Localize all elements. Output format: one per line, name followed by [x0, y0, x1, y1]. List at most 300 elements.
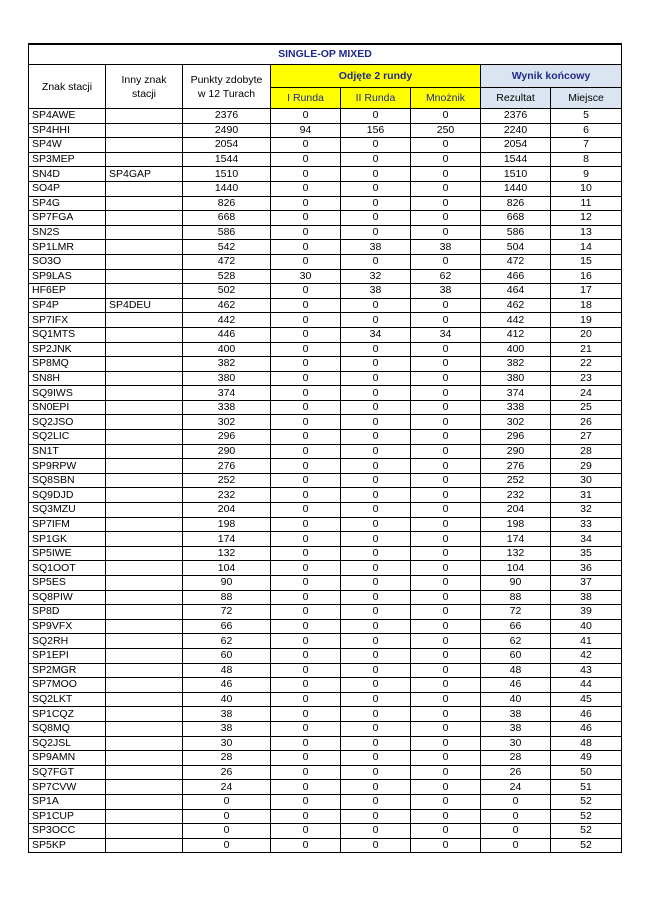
cell-ii-runda: 156 [341, 123, 411, 138]
cell-znak: SP7FGA [29, 211, 106, 226]
table-row [29, 167, 622, 182]
cell-znak: SN4D [29, 167, 106, 182]
cell-mnoznik: 0 [411, 342, 481, 357]
cell-rezultat: 26 [481, 765, 551, 780]
cell-mnoznik: 0 [411, 678, 481, 693]
cell-znak: SP5KP [29, 838, 106, 853]
cell-miejsce: 35 [551, 546, 622, 561]
cell-i-runda: 0 [271, 298, 341, 313]
cell-inny-znak [106, 707, 183, 722]
cell-znak: SQ2LIC [29, 430, 106, 445]
header-wynik-koncowy: Wynik końcowy [481, 65, 622, 88]
cell-i-runda: 0 [271, 678, 341, 693]
cell-i-runda: 0 [271, 327, 341, 342]
cell-ii-runda: 0 [341, 211, 411, 226]
cell-i-runda: 0 [271, 488, 341, 503]
cell-mnoznik: 0 [411, 765, 481, 780]
cell-mnoznik: 0 [411, 225, 481, 240]
cell-rezultat: 0 [481, 794, 551, 809]
cell-ii-runda: 0 [341, 590, 411, 605]
cell-miejsce: 28 [551, 444, 622, 459]
cell-ii-runda: 0 [341, 488, 411, 503]
cell-ii-runda: 0 [341, 692, 411, 707]
cell-miejsce: 26 [551, 415, 622, 430]
cell-rezultat: 104 [481, 561, 551, 576]
cell-punkty: 66 [183, 619, 271, 634]
cell-ii-runda: 0 [341, 371, 411, 386]
cell-punkty: 442 [183, 313, 271, 328]
cell-miejsce: 50 [551, 765, 622, 780]
cell-inny-znak [106, 342, 183, 357]
cell-punkty: 88 [183, 590, 271, 605]
cell-miejsce: 13 [551, 225, 622, 240]
table-row [29, 284, 622, 299]
cell-inny-znak [106, 692, 183, 707]
cell-i-runda: 0 [271, 225, 341, 240]
cell-ii-runda: 0 [341, 736, 411, 751]
cell-rezultat: 132 [481, 546, 551, 561]
cell-rezultat: 28 [481, 751, 551, 766]
cell-miejsce: 37 [551, 576, 622, 591]
table-row [29, 576, 622, 591]
table-row [29, 605, 622, 620]
cell-znak: SQ8MQ [29, 721, 106, 736]
cell-inny-znak [106, 663, 183, 678]
cell-rezultat: 90 [481, 576, 551, 591]
cell-miejsce: 38 [551, 590, 622, 605]
cell-i-runda: 0 [271, 794, 341, 809]
cell-rezultat: 2240 [481, 123, 551, 138]
cell-miejsce: 23 [551, 371, 622, 386]
cell-rezultat: 174 [481, 532, 551, 547]
cell-rezultat: 382 [481, 357, 551, 372]
cell-rezultat: 0 [481, 838, 551, 853]
cell-inny-znak [106, 576, 183, 591]
cell-punkty: 374 [183, 386, 271, 401]
cell-ii-runda: 0 [341, 298, 411, 313]
cell-znak: SQ9DJD [29, 488, 106, 503]
cell-inny-znak [106, 721, 183, 736]
cell-miejsce: 39 [551, 605, 622, 620]
cell-inny-znak [106, 313, 183, 328]
cell-mnoznik: 0 [411, 824, 481, 839]
cell-punkty: 296 [183, 430, 271, 445]
cell-ii-runda: 0 [341, 152, 411, 167]
cell-inny-znak [106, 648, 183, 663]
cell-znak: SP9AMN [29, 751, 106, 766]
cell-miejsce: 10 [551, 181, 622, 196]
cell-miejsce: 5 [551, 109, 622, 124]
cell-miejsce: 14 [551, 240, 622, 255]
cell-inny-znak [106, 634, 183, 649]
cell-miejsce: 11 [551, 196, 622, 211]
cell-ii-runda: 0 [341, 751, 411, 766]
table-row [29, 327, 622, 342]
cell-miejsce: 32 [551, 503, 622, 518]
cell-miejsce: 42 [551, 648, 622, 663]
cell-mnoznik: 0 [411, 517, 481, 532]
cell-mnoznik: 0 [411, 371, 481, 386]
table-row [29, 342, 622, 357]
cell-miejsce: 52 [551, 824, 622, 839]
cell-znak: SP4AWE [29, 109, 106, 124]
cell-punkty: 2490 [183, 123, 271, 138]
cell-rezultat: 462 [481, 298, 551, 313]
cell-inny-znak [106, 546, 183, 561]
cell-rezultat: 400 [481, 342, 551, 357]
cell-rezultat: 60 [481, 648, 551, 663]
cell-rezultat: 2054 [481, 138, 551, 153]
cell-miejsce: 51 [551, 780, 622, 795]
cell-ii-runda: 0 [341, 225, 411, 240]
cell-mnoznik: 34 [411, 327, 481, 342]
cell-inny-znak [106, 415, 183, 430]
cell-znak: SQ1OOT [29, 561, 106, 576]
cell-inny-znak [106, 138, 183, 153]
table-row [29, 298, 622, 313]
cell-ii-runda: 0 [341, 254, 411, 269]
cell-punkty: 252 [183, 473, 271, 488]
cell-miejsce: 48 [551, 736, 622, 751]
cell-punkty: 0 [183, 838, 271, 853]
cell-i-runda: 0 [271, 590, 341, 605]
cell-ii-runda: 0 [341, 561, 411, 576]
table-row [29, 386, 622, 401]
cell-mnoznik: 62 [411, 269, 481, 284]
cell-inny-znak [106, 269, 183, 284]
cell-rezultat: 464 [481, 284, 551, 299]
cell-punkty: 198 [183, 517, 271, 532]
cell-punkty: 400 [183, 342, 271, 357]
cell-znak: SP4G [29, 196, 106, 211]
cell-inny-znak [106, 254, 183, 269]
cell-miejsce: 43 [551, 663, 622, 678]
cell-ii-runda: 0 [341, 138, 411, 153]
cell-inny-znak [106, 619, 183, 634]
cell-i-runda: 0 [271, 167, 341, 182]
cell-mnoznik: 0 [411, 211, 481, 226]
cell-ii-runda: 0 [341, 838, 411, 853]
cell-znak: SP5IWE [29, 546, 106, 561]
cell-mnoznik: 0 [411, 838, 481, 853]
cell-i-runda: 0 [271, 109, 341, 124]
cell-inny-znak [106, 824, 183, 839]
cell-punkty: 502 [183, 284, 271, 299]
cell-inny-znak [106, 357, 183, 372]
table-row [29, 109, 622, 124]
cell-miejsce: 29 [551, 459, 622, 474]
cell-znak: SQ1MTS [29, 327, 106, 342]
cell-miejsce: 20 [551, 327, 622, 342]
cell-inny-znak [106, 240, 183, 255]
cell-znak: SP7MOO [29, 678, 106, 693]
cell-inny-znak [106, 371, 183, 386]
cell-znak: SP9VFX [29, 619, 106, 634]
cell-mnoznik: 0 [411, 503, 481, 518]
cell-inny-znak [106, 503, 183, 518]
header-znak-stacji: Znak stacji [29, 65, 106, 109]
table-row [29, 430, 622, 445]
cell-punkty: 72 [183, 605, 271, 620]
cell-punkty: 1440 [183, 181, 271, 196]
cell-miejsce: 25 [551, 400, 622, 415]
cell-i-runda: 0 [271, 648, 341, 663]
cell-punkty: 2054 [183, 138, 271, 153]
cell-rezultat: 668 [481, 211, 551, 226]
cell-rezultat: 198 [481, 517, 551, 532]
cell-znak: SQ7FGT [29, 765, 106, 780]
cell-miejsce: 18 [551, 298, 622, 313]
cell-punkty: 1544 [183, 152, 271, 167]
cell-punkty: 204 [183, 503, 271, 518]
cell-rezultat: 504 [481, 240, 551, 255]
table-row [29, 663, 622, 678]
table-row [29, 517, 622, 532]
cell-inny-znak [106, 794, 183, 809]
cell-znak: HF6EP [29, 284, 106, 299]
cell-i-runda: 0 [271, 707, 341, 722]
cell-rezultat: 72 [481, 605, 551, 620]
cell-ii-runda: 0 [341, 473, 411, 488]
cell-ii-runda: 0 [341, 430, 411, 445]
cell-znak: SN8H [29, 371, 106, 386]
cell-znak: SP1A [29, 794, 106, 809]
cell-ii-runda: 0 [341, 546, 411, 561]
table-row [29, 138, 622, 153]
cell-i-runda: 0 [271, 138, 341, 153]
cell-ii-runda: 0 [341, 444, 411, 459]
cell-znak: SP8MQ [29, 357, 106, 372]
cell-ii-runda: 38 [341, 240, 411, 255]
cell-ii-runda: 0 [341, 780, 411, 795]
table-row [29, 196, 622, 211]
cell-mnoznik: 250 [411, 123, 481, 138]
cell-znak: SP4W [29, 138, 106, 153]
cell-i-runda: 0 [271, 780, 341, 795]
table-row [29, 721, 622, 736]
cell-znak: SQ2RH [29, 634, 106, 649]
cell-mnoznik: 0 [411, 576, 481, 591]
cell-punkty: 302 [183, 415, 271, 430]
cell-punkty: 338 [183, 400, 271, 415]
cell-i-runda: 0 [271, 605, 341, 620]
cell-ii-runda: 0 [341, 605, 411, 620]
cell-miejsce: 34 [551, 532, 622, 547]
cell-ii-runda: 0 [341, 357, 411, 372]
cell-punkty: 174 [183, 532, 271, 547]
cell-punkty: 0 [183, 794, 271, 809]
cell-znak: SP1CUP [29, 809, 106, 824]
cell-punkty: 28 [183, 751, 271, 766]
table-row [29, 254, 622, 269]
cell-miejsce: 24 [551, 386, 622, 401]
cell-punkty: 30 [183, 736, 271, 751]
cell-miejsce: 36 [551, 561, 622, 576]
cell-i-runda: 0 [271, 663, 341, 678]
cell-ii-runda: 38 [341, 284, 411, 299]
table-row [29, 678, 622, 693]
cell-rezultat: 826 [481, 196, 551, 211]
cell-rezultat: 40 [481, 692, 551, 707]
cell-miejsce: 16 [551, 269, 622, 284]
table-row [29, 400, 622, 415]
cell-rezultat: 1544 [481, 152, 551, 167]
cell-i-runda: 0 [271, 152, 341, 167]
cell-i-runda: 0 [271, 181, 341, 196]
cell-miejsce: 21 [551, 342, 622, 357]
cell-mnoznik: 0 [411, 736, 481, 751]
cell-ii-runda: 0 [341, 342, 411, 357]
cell-punkty: 380 [183, 371, 271, 386]
cell-i-runda: 0 [271, 284, 341, 299]
cell-miejsce: 44 [551, 678, 622, 693]
table-row [29, 648, 622, 663]
table-row [29, 415, 622, 430]
cell-punkty: 48 [183, 663, 271, 678]
cell-punkty: 62 [183, 634, 271, 649]
cell-ii-runda: 0 [341, 619, 411, 634]
cell-rezultat: 302 [481, 415, 551, 430]
cell-inny-znak [106, 678, 183, 693]
cell-znak: SP3OCC [29, 824, 106, 839]
cell-mnoznik: 0 [411, 167, 481, 182]
table-title: SINGLE-OP MIXED [29, 44, 622, 65]
cell-znak: SP1CQZ [29, 707, 106, 722]
cell-mnoznik: 0 [411, 546, 481, 561]
cell-rezultat: 62 [481, 634, 551, 649]
cell-znak: SO3O [29, 254, 106, 269]
cell-ii-runda: 0 [341, 765, 411, 780]
cell-inny-znak [106, 284, 183, 299]
cell-mnoznik: 0 [411, 254, 481, 269]
cell-mnoznik: 0 [411, 721, 481, 736]
cell-znak: SN1T [29, 444, 106, 459]
cell-punkty: 2376 [183, 109, 271, 124]
cell-i-runda: 0 [271, 400, 341, 415]
cell-punkty: 60 [183, 648, 271, 663]
cell-ii-runda: 0 [341, 386, 411, 401]
cell-rezultat: 276 [481, 459, 551, 474]
cell-znak: SP1EPI [29, 648, 106, 663]
table-row [29, 473, 622, 488]
cell-inny-znak [106, 211, 183, 226]
cell-punkty: 446 [183, 327, 271, 342]
cell-mnoznik: 0 [411, 590, 481, 605]
cell-rezultat: 88 [481, 590, 551, 605]
cell-inny-znak [106, 225, 183, 240]
cell-miejsce: 33 [551, 517, 622, 532]
table-row [29, 357, 622, 372]
cell-inny-znak [106, 765, 183, 780]
cell-i-runda: 0 [271, 473, 341, 488]
cell-rezultat: 472 [481, 254, 551, 269]
table-row [29, 459, 622, 474]
cell-mnoznik: 0 [411, 152, 481, 167]
cell-rezultat: 38 [481, 707, 551, 722]
cell-ii-runda: 0 [341, 415, 411, 430]
cell-rezultat: 1510 [481, 167, 551, 182]
cell-mnoznik: 0 [411, 181, 481, 196]
cell-ii-runda: 0 [341, 648, 411, 663]
cell-rezultat: 0 [481, 809, 551, 824]
cell-rezultat: 586 [481, 225, 551, 240]
cell-miejsce: 27 [551, 430, 622, 445]
cell-i-runda: 0 [271, 561, 341, 576]
cell-inny-znak: SP4DEU [106, 298, 183, 313]
cell-ii-runda: 34 [341, 327, 411, 342]
cell-znak: SP4P [29, 298, 106, 313]
cell-miejsce: 46 [551, 707, 622, 722]
cell-mnoznik: 0 [411, 634, 481, 649]
table-row [29, 488, 622, 503]
cell-mnoznik: 0 [411, 532, 481, 547]
cell-rezultat: 30 [481, 736, 551, 751]
cell-inny-znak: SP4GAP [106, 167, 183, 182]
cell-znak: SP7CVW [29, 780, 106, 795]
cell-inny-znak [106, 400, 183, 415]
cell-mnoznik: 38 [411, 240, 481, 255]
cell-ii-runda: 0 [341, 109, 411, 124]
cell-znak: SP7IFX [29, 313, 106, 328]
cell-inny-znak [106, 444, 183, 459]
cell-mnoznik: 0 [411, 109, 481, 124]
cell-ii-runda: 0 [341, 181, 411, 196]
cell-rezultat: 204 [481, 503, 551, 518]
cell-znak: SQ8PIW [29, 590, 106, 605]
cell-punkty: 668 [183, 211, 271, 226]
cell-znak: SP4HHI [29, 123, 106, 138]
cell-punkty: 276 [183, 459, 271, 474]
cell-mnoznik: 0 [411, 794, 481, 809]
header-mnoznik: Mnożnik [411, 88, 481, 109]
cell-miejsce: 6 [551, 123, 622, 138]
cell-punkty: 40 [183, 692, 271, 707]
cell-punkty: 26 [183, 765, 271, 780]
cell-miejsce: 52 [551, 809, 622, 824]
cell-mnoznik: 0 [411, 707, 481, 722]
cell-i-runda: 0 [271, 765, 341, 780]
cell-i-runda: 0 [271, 240, 341, 255]
cell-i-runda: 0 [271, 517, 341, 532]
cell-miejsce: 30 [551, 473, 622, 488]
cell-miejsce: 52 [551, 794, 622, 809]
cell-i-runda: 0 [271, 386, 341, 401]
cell-rezultat: 48 [481, 663, 551, 678]
header-ii-runda: II Runda [341, 88, 411, 109]
cell-ii-runda: 0 [341, 678, 411, 693]
cell-znak: SO4P [29, 181, 106, 196]
cell-znak: SP7IFM [29, 517, 106, 532]
cell-inny-znak [106, 430, 183, 445]
cell-miejsce: 9 [551, 167, 622, 182]
cell-punkty: 90 [183, 576, 271, 591]
table-row [29, 707, 622, 722]
cell-punkty: 542 [183, 240, 271, 255]
cell-inny-znak [106, 590, 183, 605]
cell-mnoznik: 0 [411, 430, 481, 445]
cell-i-runda: 0 [271, 546, 341, 561]
cell-mnoznik: 0 [411, 386, 481, 401]
cell-i-runda: 94 [271, 123, 341, 138]
table-row [29, 780, 622, 795]
cell-inny-znak [106, 561, 183, 576]
table-row [29, 561, 622, 576]
cell-i-runda: 0 [271, 459, 341, 474]
cell-i-runda: 0 [271, 824, 341, 839]
cell-punkty: 104 [183, 561, 271, 576]
cell-punkty: 382 [183, 357, 271, 372]
cell-miejsce: 15 [551, 254, 622, 269]
